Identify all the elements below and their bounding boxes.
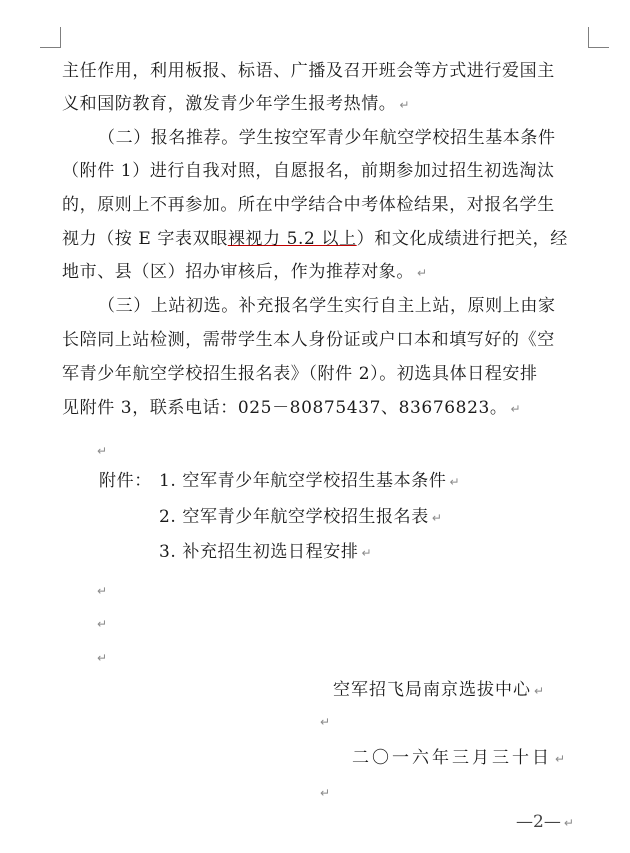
paragraph-mark-icon: ↵ [534, 684, 546, 698]
paragraph-mark-icon: ↵ [510, 402, 522, 416]
paragraph-2-line-2: （附件 1）进行自我对照，自愿报名，前期参加过招生初选淘汰 [62, 161, 555, 181]
paragraph-2-line-3: 的，原则上不再参加。所在中学结合中考体检结果，对报名学生 [62, 195, 555, 215]
paragraph-3-line-2: 长陪同上站检测，需带学生本人身份证或户口本和填写好的《空 [62, 330, 555, 350]
paragraph-mark-icon: ↵ [417, 266, 428, 280]
page-number: —2— ↵ [516, 812, 574, 832]
signature-organization: 空军招飞局南京选拔中心 ↵ [333, 680, 546, 700]
paragraph-mark-icon: ↵ [449, 475, 461, 489]
vision-requirement: 裸视力 5.2 以上 [227, 229, 357, 249]
paragraph-2-line-4: 视力（按 E 字表双眼裸视力 5.2 以上）和文化成绩进行把关，经 [62, 229, 568, 249]
paragraph-2-line-1: （二）报名推荐。学生按空军青少年航空学校招生基本条件 [98, 128, 556, 148]
paragraph-3-line-4: 见附件 3，联系电话：025－80875437、83676823。 ↵ [62, 398, 522, 418]
paragraph-mark-icon: ↵ [563, 816, 574, 830]
attachments-label: 附件： [99, 471, 152, 491]
paragraph-mark-icon: ↵ [97, 444, 108, 458]
paragraph-1-line-1: 主任作用，利用板报、标语、广播及召开班会等方式进行爱国主 [62, 61, 555, 81]
paragraph-mark-icon: ↵ [97, 651, 108, 665]
paragraph-mark-icon: ↵ [97, 584, 108, 598]
attachment-item-3: 3. 补充招生初选日程安排 ↵ [159, 542, 373, 562]
signature-date: 二〇一六年三月三十日 ↵ [352, 748, 569, 768]
page-corner-top-right [588, 27, 609, 48]
paragraph-2-line-5: 地市、县（区）招办审核后，作为推荐对象。 ↵ [62, 262, 428, 282]
page-corner-top-left [40, 27, 61, 48]
paragraph-mark-icon: ↵ [555, 752, 569, 766]
paragraph-mark-icon: ↵ [399, 98, 411, 112]
attachment-item-2: 2. 空军青少年航空学校招生报名表 ↵ [159, 507, 443, 527]
paragraph-1-line-2: 义和国防教育，激发青少年学生报考热情。 ↵ [62, 94, 411, 114]
paragraph-mark-icon: ↵ [320, 786, 331, 800]
paragraph-mark-icon: ↵ [97, 617, 108, 631]
paragraph-3-line-3: 军青少年航空学校招生报名表》（附件 2）。初选具体日程安排 [62, 364, 538, 384]
paragraph-mark-icon: ↵ [320, 715, 331, 729]
attachment-item-1: 1. 空军青少年航空学校招生基本条件 ↵ [159, 471, 461, 491]
paragraph-3-line-1: （三）上站初选。补充报名学生实行自主上站，原则上由家 [98, 296, 556, 316]
paragraph-mark-icon: ↵ [361, 546, 373, 560]
paragraph-mark-icon: ↵ [431, 511, 443, 525]
